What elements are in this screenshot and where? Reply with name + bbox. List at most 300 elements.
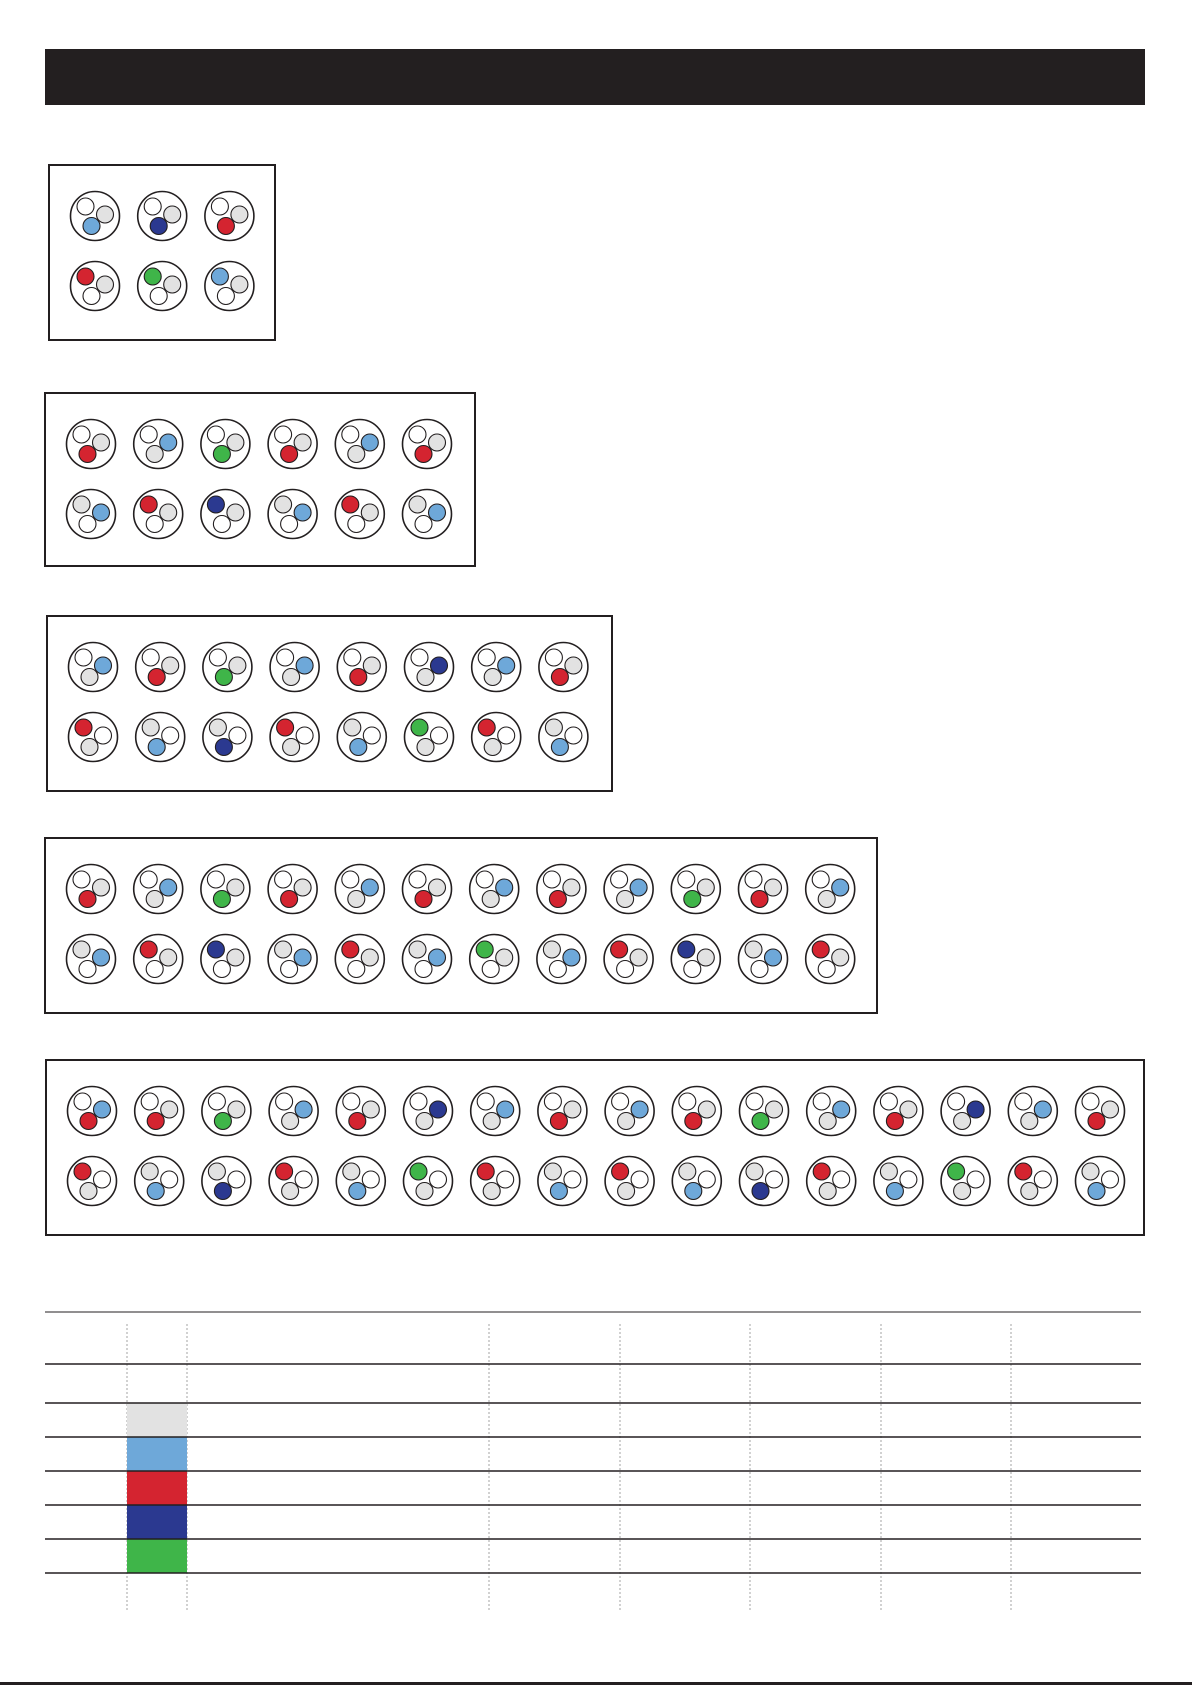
cable-cross-section [405, 643, 454, 692]
core-grey [618, 1113, 635, 1130]
core-white [430, 1171, 447, 1188]
core-white [150, 288, 167, 305]
core-grey [160, 504, 177, 521]
core-light-blue [1034, 1101, 1051, 1118]
core-red [342, 941, 359, 958]
core-light-blue [685, 1183, 702, 1200]
core-white [342, 426, 359, 443]
cable-cross-section [138, 262, 187, 311]
core-white [1102, 1171, 1119, 1188]
core-white [213, 516, 230, 533]
cable-cross-section [135, 1087, 184, 1136]
core-grey [484, 669, 501, 686]
core-grey [208, 1163, 225, 1180]
cable-cross-section [1076, 1087, 1125, 1136]
core-red [281, 446, 298, 463]
cable-cross-section [68, 1157, 117, 1206]
core-white [73, 871, 90, 888]
cable-cross-section [201, 935, 250, 984]
cable-cross-section [67, 865, 116, 914]
cable-cross-section [806, 935, 855, 984]
core-red [551, 669, 568, 686]
cable-cross-section [471, 1087, 520, 1136]
core-white [751, 961, 768, 978]
core-white [498, 727, 515, 744]
core-light-blue [498, 657, 515, 674]
core-red [886, 1113, 903, 1130]
core-grey [164, 206, 181, 223]
cable-cross-section [405, 713, 454, 762]
core-white [79, 961, 96, 978]
cable-cross-section [335, 935, 384, 984]
cable-cross-section [336, 1087, 385, 1136]
cable-cross-section [136, 713, 185, 762]
core-white [343, 1093, 360, 1110]
header-bar [45, 49, 1145, 105]
cable-cross-section [203, 643, 252, 692]
cable-cross-section [538, 1087, 587, 1136]
core-white [146, 516, 163, 533]
cable-cross-section [672, 1157, 721, 1206]
cable-cross-section [269, 1087, 318, 1136]
core-red [415, 446, 432, 463]
cable-diagram [48, 617, 611, 790]
core-white [544, 1093, 561, 1110]
cable-cross-section [470, 865, 519, 914]
core-dark-blue [678, 941, 695, 958]
core-light-blue [95, 657, 112, 674]
cable-cross-section [336, 1157, 385, 1206]
core-white [818, 961, 835, 978]
core-white [161, 1171, 178, 1188]
cable-cross-section [1076, 1157, 1125, 1206]
core-grey [496, 949, 513, 966]
core-white [75, 649, 92, 666]
core-white [217, 288, 234, 305]
core-grey [275, 496, 292, 513]
core-dark-blue [430, 1101, 447, 1118]
core-grey [483, 1113, 500, 1130]
core-green [476, 941, 493, 958]
core-light-blue [429, 504, 446, 521]
cable-cross-section [268, 490, 317, 539]
core-grey [765, 879, 782, 896]
core-green [948, 1163, 965, 1180]
core-white [140, 426, 157, 443]
core-white [549, 961, 566, 978]
core-white [79, 516, 96, 533]
core-white [95, 727, 112, 744]
core-grey [697, 949, 714, 966]
cable-cross-section [201, 490, 250, 539]
core-light-blue [160, 434, 177, 451]
core-green [684, 891, 701, 908]
core-white [211, 198, 228, 215]
core-green [213, 446, 230, 463]
cable-cross-section [740, 1157, 789, 1206]
core-light-blue [765, 949, 782, 966]
cable-cross-section [1008, 1087, 1057, 1136]
core-grey [93, 434, 110, 451]
core-light-blue [94, 1101, 111, 1118]
color-code-table [45, 1312, 1141, 1610]
core-green [214, 1113, 231, 1130]
core-light-blue [349, 1183, 366, 1200]
core-white [410, 1093, 427, 1110]
cable-cross-section [71, 262, 120, 311]
core-white [409, 426, 426, 443]
core-white [415, 516, 432, 533]
core-white [281, 516, 298, 533]
core-light-blue [83, 218, 100, 235]
core-grey [231, 206, 248, 223]
core-light-blue [550, 1183, 567, 1200]
core-light-blue [497, 1101, 514, 1118]
core-grey [363, 657, 380, 674]
core-grey [294, 879, 311, 896]
cable-cross-section [67, 935, 116, 984]
core-light-blue [631, 1101, 648, 1118]
core-grey [283, 669, 300, 686]
core-white [1082, 1093, 1099, 1110]
core-white [900, 1171, 917, 1188]
core-grey [697, 879, 714, 896]
core-grey [361, 504, 378, 521]
cable-cross-section [472, 643, 521, 692]
core-white [678, 871, 695, 888]
core-green [144, 268, 161, 285]
core-grey [545, 719, 562, 736]
core-grey [416, 1183, 433, 1200]
cable-panel-6-column [44, 392, 476, 567]
core-dark-blue [431, 657, 448, 674]
cable-cross-section [135, 1157, 184, 1206]
core-grey [344, 719, 361, 736]
core-white [478, 649, 495, 666]
core-red [148, 669, 165, 686]
core-red [281, 891, 298, 908]
cable-cross-section [403, 935, 452, 984]
core-light-blue [832, 879, 849, 896]
cable-cross-section [604, 935, 653, 984]
core-grey [229, 657, 246, 674]
cable-cross-section [201, 865, 250, 914]
core-red [611, 941, 628, 958]
core-grey [73, 496, 90, 513]
core-grey [880, 1163, 897, 1180]
core-red [80, 1113, 97, 1130]
core-grey [565, 657, 582, 674]
core-light-blue [886, 1183, 903, 1200]
core-grey [73, 941, 90, 958]
core-grey [162, 657, 179, 674]
core-white [144, 198, 161, 215]
cable-cross-section [69, 643, 118, 692]
core-red [79, 446, 96, 463]
core-light-blue [296, 657, 313, 674]
core-white [348, 961, 365, 978]
core-grey [564, 1101, 581, 1118]
core-white [833, 1171, 850, 1188]
cable-cross-section [403, 490, 452, 539]
cable-cross-section [268, 865, 317, 914]
core-dark-blue [214, 1183, 231, 1200]
core-green [215, 669, 232, 686]
core-white [679, 1093, 696, 1110]
core-white [431, 727, 448, 744]
cable-cross-section [67, 420, 116, 469]
core-grey [231, 276, 248, 293]
core-grey [80, 1183, 97, 1200]
swatch-grey [127, 1403, 187, 1437]
cable-cross-section [337, 643, 386, 692]
core-grey [361, 949, 378, 966]
core-grey [146, 891, 163, 908]
core-green [213, 891, 230, 908]
core-grey [1021, 1113, 1038, 1130]
cable-cross-section [268, 935, 317, 984]
core-white [745, 871, 762, 888]
core-red [478, 719, 495, 736]
core-white [73, 426, 90, 443]
core-white [611, 871, 628, 888]
cable-cross-section [335, 420, 384, 469]
cable-cross-section [671, 935, 720, 984]
core-white [344, 649, 361, 666]
swatch-red [127, 1471, 187, 1505]
core-white [482, 961, 499, 978]
core-grey [954, 1183, 971, 1200]
core-light-blue [361, 879, 378, 896]
core-white [631, 1171, 648, 1188]
cable-cross-section [201, 420, 250, 469]
swatch-dark-blue [127, 1505, 187, 1539]
core-white [281, 961, 298, 978]
core-white [83, 288, 100, 305]
cable-panel-12-column [44, 837, 878, 1014]
core-white [766, 1171, 783, 1188]
core-white [208, 1093, 225, 1110]
core-red [813, 1163, 830, 1180]
core-grey [900, 1101, 917, 1118]
cable-cross-section [203, 713, 252, 762]
core-white [880, 1093, 897, 1110]
cable-cross-section [270, 713, 319, 762]
core-red [277, 719, 294, 736]
swatch-light-blue [127, 1437, 187, 1471]
core-grey [417, 669, 434, 686]
cable-cross-section [471, 1157, 520, 1206]
core-red [350, 669, 367, 686]
core-red [549, 891, 566, 908]
core-white [94, 1171, 111, 1188]
core-grey [282, 1183, 299, 1200]
core-red [74, 1163, 91, 1180]
cable-cross-section [335, 490, 384, 539]
core-white [684, 961, 701, 978]
cable-cross-section [404, 1157, 453, 1206]
core-light-blue [294, 504, 311, 521]
core-light-blue [496, 879, 513, 896]
core-white [746, 1093, 763, 1110]
core-grey [746, 1163, 763, 1180]
core-grey [745, 941, 762, 958]
cable-cross-section [605, 1157, 654, 1206]
core-dark-blue [215, 739, 232, 756]
core-grey [209, 719, 226, 736]
core-grey [679, 1163, 696, 1180]
core-light-blue [148, 739, 165, 756]
core-grey [160, 949, 177, 966]
core-red [1015, 1163, 1032, 1180]
core-grey [630, 949, 647, 966]
core-white [612, 1093, 629, 1110]
core-grey [417, 739, 434, 756]
cable-cross-section [268, 420, 317, 469]
core-white [543, 871, 560, 888]
core-white [146, 961, 163, 978]
cable-cross-section [69, 713, 118, 762]
core-grey [348, 446, 365, 463]
core-red [612, 1163, 629, 1180]
core-grey [1021, 1183, 1038, 1200]
core-grey [164, 276, 181, 293]
core-green [410, 1163, 427, 1180]
core-grey [618, 1183, 635, 1200]
cable-cross-section [539, 643, 588, 692]
core-white [275, 426, 292, 443]
cable-cross-section [134, 420, 183, 469]
core-white [698, 1171, 715, 1188]
cable-cross-section [806, 865, 855, 914]
core-grey [93, 879, 110, 896]
core-grey [416, 1113, 433, 1130]
core-white [1034, 1171, 1051, 1188]
core-white [948, 1093, 965, 1110]
core-grey [429, 879, 446, 896]
core-light-blue [833, 1101, 850, 1118]
cable-cross-section [205, 192, 254, 241]
core-grey [483, 1183, 500, 1200]
core-red [77, 268, 94, 285]
core-grey [283, 739, 300, 756]
cable-cross-section [403, 420, 452, 469]
core-grey [819, 1183, 836, 1200]
cable-cross-section [605, 1087, 654, 1136]
core-white [565, 727, 582, 744]
core-red [217, 218, 234, 235]
cable-cross-section [539, 713, 588, 762]
cable-panel-16-column [45, 1059, 1145, 1236]
core-white [77, 198, 94, 215]
core-grey [227, 879, 244, 896]
core-grey [97, 206, 114, 223]
core-dark-blue [967, 1101, 984, 1118]
core-light-blue [429, 949, 446, 966]
cable-cross-section [671, 865, 720, 914]
cable-cross-section [537, 865, 586, 914]
core-grey [275, 941, 292, 958]
core-light-blue [93, 504, 110, 521]
core-white [275, 871, 292, 888]
core-grey [228, 1101, 245, 1118]
cable-diagram [46, 839, 876, 1012]
core-white [228, 1171, 245, 1188]
cable-cross-section [739, 935, 788, 984]
core-grey [227, 949, 244, 966]
core-white [209, 649, 226, 666]
core-dark-blue [150, 218, 167, 235]
core-red [477, 1163, 494, 1180]
core-grey [362, 1101, 379, 1118]
cable-cross-section [337, 713, 386, 762]
core-grey [617, 891, 634, 908]
cable-cross-section [270, 643, 319, 692]
core-grey [141, 1163, 158, 1180]
core-grey [282, 1113, 299, 1130]
core-grey [819, 1113, 836, 1130]
core-white [362, 1171, 379, 1188]
core-white [162, 727, 179, 744]
core-red [79, 891, 96, 908]
core-white [348, 516, 365, 533]
core-light-blue [295, 1101, 312, 1118]
cable-cross-section [68, 1087, 117, 1136]
core-white [74, 1093, 91, 1110]
core-grey [482, 891, 499, 908]
core-white [295, 1171, 312, 1188]
core-grey [294, 434, 311, 451]
cable-cross-section [472, 713, 521, 762]
core-white [617, 961, 634, 978]
core-red [276, 1163, 293, 1180]
core-white [207, 426, 224, 443]
core-white [277, 649, 294, 666]
cable-cross-section [202, 1087, 251, 1136]
core-grey [227, 434, 244, 451]
core-grey [227, 504, 244, 521]
cable-panel-8-column [46, 615, 613, 792]
cable-cross-section [941, 1087, 990, 1136]
core-grey [146, 446, 163, 463]
core-light-blue [630, 879, 647, 896]
core-light-blue [160, 879, 177, 896]
cable-cross-section [874, 1157, 923, 1206]
cable-cross-section [470, 935, 519, 984]
core-light-blue [211, 268, 228, 285]
core-white [967, 1171, 984, 1188]
cable-cross-section [1008, 1157, 1057, 1206]
cable-cross-section [71, 192, 120, 241]
core-dark-blue [207, 941, 224, 958]
core-light-blue [93, 949, 110, 966]
core-white [545, 649, 562, 666]
core-dark-blue [752, 1183, 769, 1200]
core-white [363, 727, 380, 744]
cable-cross-section [205, 262, 254, 311]
core-grey [161, 1101, 178, 1118]
core-grey [766, 1101, 783, 1118]
core-grey [1102, 1101, 1119, 1118]
core-grey [1082, 1163, 1099, 1180]
cable-cross-section [740, 1087, 789, 1136]
core-dark-blue [207, 496, 224, 513]
cable-cross-section [672, 1087, 721, 1136]
core-white [1015, 1093, 1032, 1110]
core-green [411, 719, 428, 736]
core-white [564, 1171, 581, 1188]
core-grey [818, 891, 835, 908]
